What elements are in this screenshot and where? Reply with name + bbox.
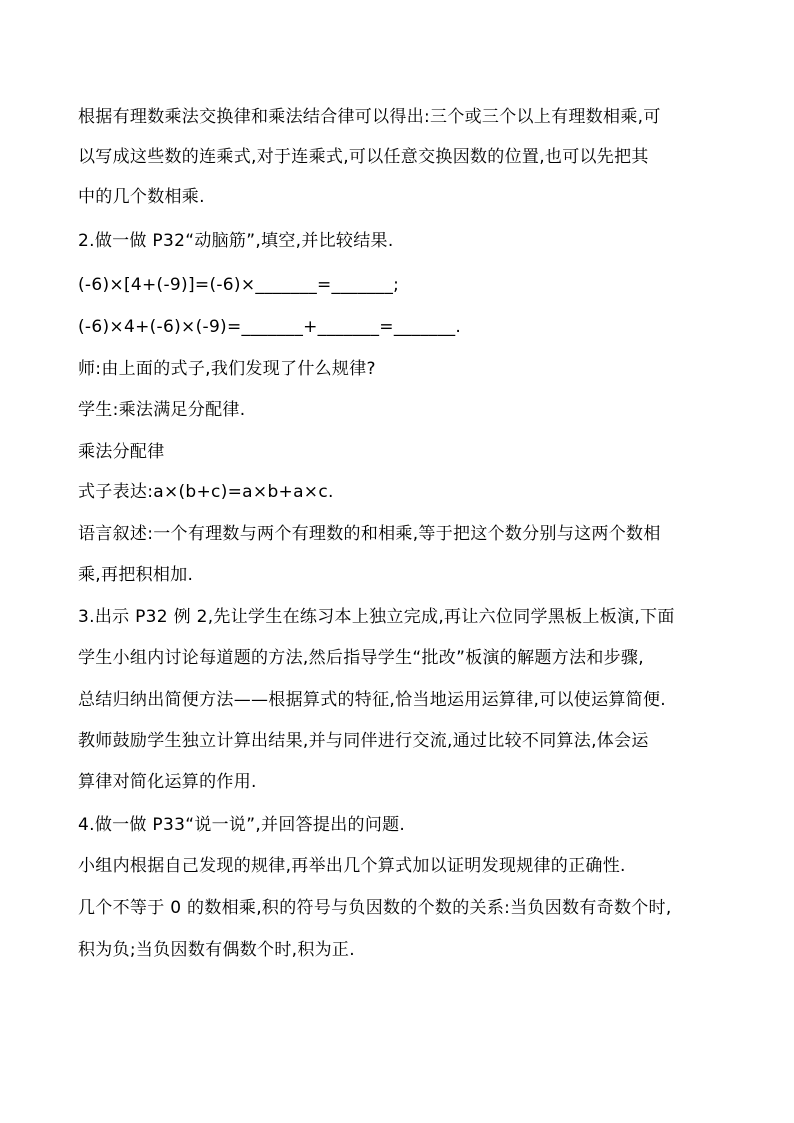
text-line: 乘,再把积相加. [78, 565, 194, 585]
text-line: 学生小组内讨论每道题的方法,然后指导学生“批改”板演的解题方法和步骤, [78, 648, 644, 668]
text-line: 几个不等于 0 的数相乘,积的符号与负因数的个数的关系:当负因数有奇数个时, [78, 898, 672, 918]
student-answer: 学生:乘法满足分配律. [78, 400, 246, 420]
equation-line-2: (-6)×4+(-6)×(-9)=_______+_______=_______. [78, 317, 462, 337]
section-3-line: 3.出示 P32 例 2,先让学生在练习本上独立完成,再让六位同学黑板上板演,下面 [78, 607, 675, 627]
section-2-heading: 2.做一做 P32“动脑筋”,填空,并比较结果. [78, 231, 394, 251]
text-line: 中的几个数相乘. [78, 187, 205, 207]
law-title: 乘法分配律 [78, 442, 165, 462]
equation-line-1: (-6)×[4+(-9)]=(-6)×_______=_______; [78, 275, 400, 295]
text-line: 以写成这些数的连乘式,对于连乘式,可以任意交换因数的位置,也可以先把其 [78, 147, 649, 167]
text-line: 根据有理数乘法交换律和乘法结合律可以得出:三个或三个以上有理数相乘,可 [78, 107, 661, 127]
text-line: 积为负;当负因数有偶数个时,积为正. [78, 940, 355, 960]
text-line: 小组内根据自己发现的规律,再举出几个算式加以证明发现规律的正确性. [78, 856, 626, 876]
text-line: 教师鼓励学生独立计算出结果,并与同伴进行交流,通过比较不同算法,体会运 [78, 731, 649, 751]
text-line: 算律对简化运算的作用. [78, 772, 257, 792]
teacher-question: 师:由上面的式子,我们发现了什么规律? [78, 359, 376, 379]
formula-expression: 式子表达:a×(b+c)=a×b+a×c. [78, 482, 334, 502]
text-line: 总结归纳出简便方法——根据算式的特征,恰当地运用运算律,可以使运算简便. [78, 690, 667, 710]
text-line: 语言叙述:一个有理数与两个有理数的和相乘,等于把这个数分别与这两个数相 [78, 524, 661, 544]
section-4-heading: 4.做一做 P33“说一说”,并回答提出的问题. [78, 815, 406, 835]
